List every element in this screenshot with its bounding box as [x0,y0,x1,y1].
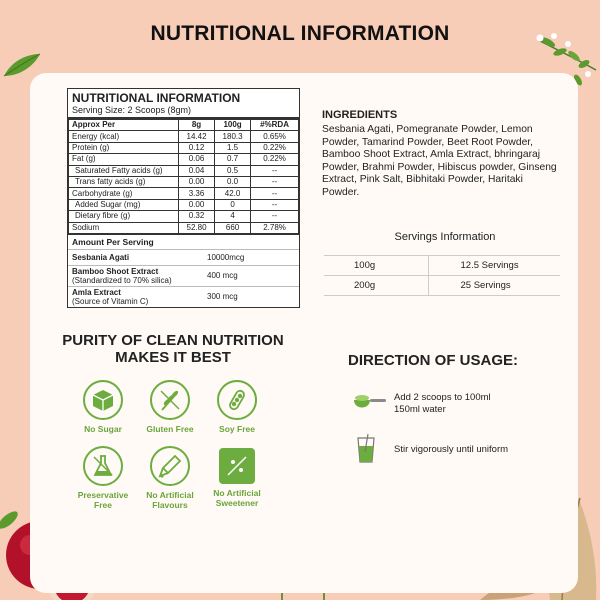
sweetener-packet-icon [224,453,250,479]
nutrient-value: 0.04 [179,165,215,176]
nutrient-value: 0.00 [179,199,215,210]
servings-row [324,276,560,296]
nutrient-value: 0.65% [251,131,299,142]
ingredients-title: INGREDIENTS [322,109,398,121]
nutrition-row [69,222,299,233]
nutrition-row [69,176,299,187]
nutrient-value: -- [251,176,299,187]
nutrient-value: 0 [215,199,251,210]
nutrition-table-title: NUTRITIONAL INFORMATION [72,91,241,105]
amount-per-serving-list [68,249,299,307]
nutrient-value: 1.5 [215,142,251,153]
page-title: NUTRITIONAL INFORMATION [150,22,450,45]
amount-name-cell [68,266,193,286]
amount-name-cell [68,287,193,307]
direction-title: DIRECTION OF USAGE: [348,352,519,369]
nutrient-name: Saturated Fatty acids (g) [69,165,179,176]
nutrient-value: -- [251,211,299,222]
direction-step-2: Stir vigorously until uniform [394,444,509,455]
amount-subtext: (Source of Vitamin C) [72,296,149,306]
nutrient-value: 0.06 [179,154,215,165]
ingredients-text: Sesbania Agati, Pomegranate Powder, Lemon Powder, Tamarind Powder, Beet Root Powder, Bamboo Shoot Extract, Amla Extract, bhringaraj Powder, Brahmi Powder, Hibiscus powder, Ginseng Extract, Pink Salt, Bibhitaki Powder, Haritaki Powder. [322,124,557,198]
nutrition-row [69,211,299,222]
amount-per-serving-header: Amount Per Serving [68,234,299,249]
nutrient-value: 3.36 [179,188,215,199]
serving-amount: 100g [324,256,428,276]
serving-count: 25 Servings [428,276,560,296]
nutrient-value: 0.22% [251,142,299,153]
amount-value: 300 mcg [207,292,238,302]
nutrient-value: 0.7 [215,154,251,165]
serving-size: Serving Size: 2 Scoops (8gm) [68,105,299,119]
amount-name: Amla Extract [72,287,121,297]
nutrient-value: 0.32 [179,211,215,222]
badge-label: Soy Free [219,424,255,434]
nutrient-value: 0.12 [179,142,215,153]
nutrition-facts-table [67,88,300,308]
header-cell: 8g [179,120,215,131]
nutrient-name: Dietary fibre (g) [69,211,179,222]
amount-name-cell [68,252,193,263]
amount-subtext: (Standardized to 70% silica) [72,275,172,285]
nutrient-value: 180.3 [215,131,251,142]
nutrient-value: 4 [215,211,251,222]
nutrition-row [69,188,299,199]
nutrient-value: -- [251,165,299,176]
nutrient-value: -- [251,199,299,210]
nutrient-name: Trans fatty acids (g) [69,176,179,187]
amount-value: 400 mcg [207,271,238,281]
amount-row [68,286,299,307]
nutrition-row [69,199,299,210]
nutrient-value: 52.80 [179,222,215,233]
nutrient-value: 0.5 [215,165,251,176]
nutrient-name: Energy (kcal) [69,131,179,142]
serving-count: 12.5 Servings [428,256,560,276]
header-cell: Approx Per [69,120,179,131]
badge-label: No Sugar [84,424,122,434]
nutrition-header-row [69,120,299,131]
header-cell: 100g [215,120,251,131]
nutrient-value: -- [251,188,299,199]
wheat-icon [157,387,183,413]
nutrition-row [69,131,299,142]
dropper-icon [157,453,183,479]
badge-label: No Artificial Sweetener [213,488,261,508]
amount-row [68,249,299,265]
direction-step-1: Add 2 scoops to 100ml 150ml water [394,392,491,415]
nutrient-value: 0.22% [251,154,299,165]
badge-no-artificial-flavours [137,446,203,510]
badge-no-sugar [70,380,136,434]
nutrition-grid [68,119,299,234]
nutrient-value: 0.0 [215,176,251,187]
nutrient-name: Carbohydrate (g) [69,188,179,199]
nutrient-name: Fat (g) [69,154,179,165]
nutrient-value: 2.78% [251,222,299,233]
glass-icon [356,434,376,464]
nutrient-name: Sodium [69,222,179,233]
nutrient-value: 14.42 [179,131,215,142]
badge-label: No Artificial Flavours [146,490,194,510]
nutrient-name: Added Sugar (mg) [69,199,179,210]
nutrient-value: 42.0 [215,188,251,199]
flask-icon [90,453,116,479]
header-cell: #%RDA [251,120,299,131]
badge-soy-free [204,380,270,434]
cube-icon [90,387,116,413]
amount-value: 10000mcg [207,252,245,262]
purity-title: PURITY OF CLEAN NUTRITION MAKES IT BEST [62,332,284,366]
soybean-icon [224,387,250,413]
servings-title: Servings Information [394,231,496,243]
nutrient-name: Protein (g) [69,142,179,153]
badge-preservative-free [70,446,136,510]
serving-amount: 200g [324,276,428,296]
nutrient-value: 0.00 [179,176,215,187]
nutrition-row [69,165,299,176]
badge-label: Gluten Free [146,424,194,434]
badge-no-artificial-sweetener [204,446,270,508]
amount-row [68,265,299,286]
amount-name: Bamboo Shoot Extract [72,266,159,276]
servings-row [324,256,560,276]
amount-name: Sesbania Agati [72,252,130,262]
nutrient-value: 660 [215,222,251,233]
nutrition-row [69,142,299,153]
nutrition-row [69,154,299,165]
servings-table [324,255,560,296]
scoop-icon [352,390,388,414]
badge-gluten-free [137,380,203,434]
badge-label: Preservative Free [77,490,129,510]
